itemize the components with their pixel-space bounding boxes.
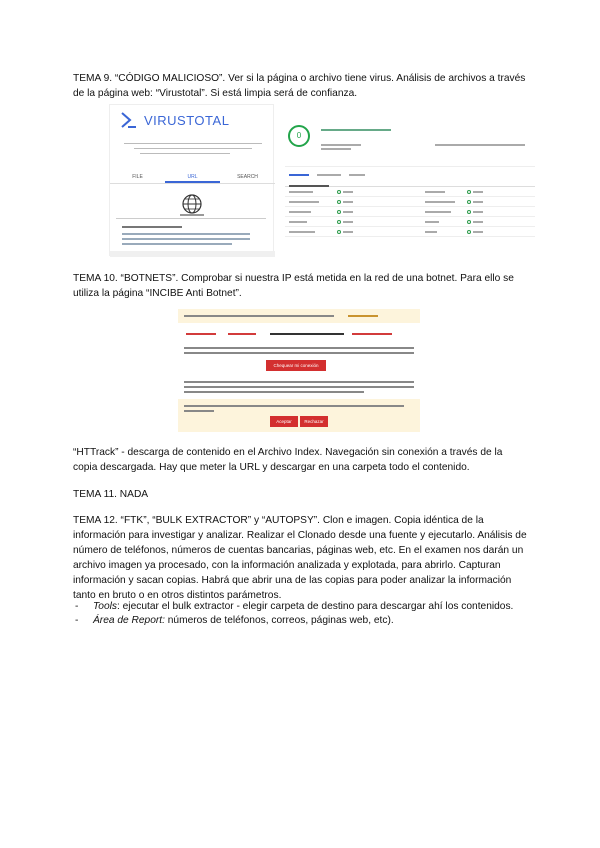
bullet-text: : ejecutar el bulk extractor - elegir carpeta de destino para descargar ahí los contenidos. <box>116 601 514 612</box>
tema12-line-1: TEMA 12. “FTK”, “BULK EXTRACTOR” y “AUTOPSY”. Clon e imagen. Copia idéntica de la <box>73 515 484 526</box>
tema12-line-4: archivo imagen ya procesado, con la información analizada y explotada, para abrirlo. Capturan <box>73 560 501 571</box>
tema10-line-2: utiliza la página “INCIBE Anti Botnet”. <box>73 288 242 299</box>
incibe-antibotnet-screenshot <box>178 309 420 432</box>
accept-button[interactable]: Aceptar <box>270 416 298 427</box>
tema12-line-6: tanto en bruto o en otros distintos parámetros. <box>73 590 282 601</box>
virustotal-tabs <box>110 170 275 184</box>
virustotal-screenshot <box>109 104 274 256</box>
tema12-paragraph <box>73 513 528 603</box>
bullet-dash: - <box>75 601 79 612</box>
check-connection-button[interactable]: Chequear mi conexión <box>266 360 326 371</box>
tema9-paragraph <box>73 71 528 101</box>
virustotal-logo <box>120 111 229 129</box>
tema9-line-2: de la página web: “Virustotal”. Si está limpia será de confianza. <box>73 88 358 99</box>
bullet-dash: - <box>75 615 79 626</box>
scan-result-screenshot <box>285 122 535 236</box>
tema10-paragraph <box>73 271 528 301</box>
httrack-paragraph <box>73 445 528 475</box>
httrack-line-2: copia descargada. Hay que meter la URL y descargar en una carpeta todo el contenido. <box>73 462 470 473</box>
bullet-term: Tools <box>93 601 117 612</box>
bullet-report <box>75 614 394 628</box>
httrack-line-1: “HTTrack” - descarga de contenido en el Archivo Index. Navegación sin conexión a través de la <box>73 447 503 458</box>
tab-search[interactable]: SEARCH <box>237 174 258 180</box>
virustotal-logo-text: VIRUSTOTAL <box>144 112 230 128</box>
reject-button[interactable]: Rechazar <box>300 416 328 427</box>
virustotal-chevron-icon <box>120 111 138 129</box>
tab-file[interactable]: FILE <box>132 174 143 180</box>
tab-url[interactable]: URL <box>165 170 220 183</box>
tema10-line-1: TEMA 10. “BOTNETS”. Comprobar si nuestra IP está metida en la red de una botnet. Para ello se <box>73 273 514 284</box>
bullet-text: números de teléfonos, correos, páginas web, etc). <box>164 615 394 626</box>
detection-score: 0 <box>288 125 310 147</box>
tema12-line-3: número de teléfonos, números de cuentas bancarias, páginas web, etc. En el examen nos darán un <box>73 545 524 556</box>
tema9-line-1: TEMA 9. “CÓDIGO MALICIOSO”. Ver si la página o archivo tiene virus. Análisis de archivos a través <box>73 73 526 84</box>
tema11-heading: TEMA 11. NADA <box>73 489 149 500</box>
bullet-term: Área de Report: <box>93 615 165 626</box>
tema12-line-5: información y sacan copias. Habrá que abrir una de las copias para poder analizar la información <box>73 575 512 586</box>
tema12-line-2: información para investigar y analizar. Realizar el Clonado desde una fuente y ejecutarlo. Análisis de <box>73 530 527 541</box>
bullet-tools <box>75 600 513 614</box>
globe-icon <box>178 193 206 217</box>
